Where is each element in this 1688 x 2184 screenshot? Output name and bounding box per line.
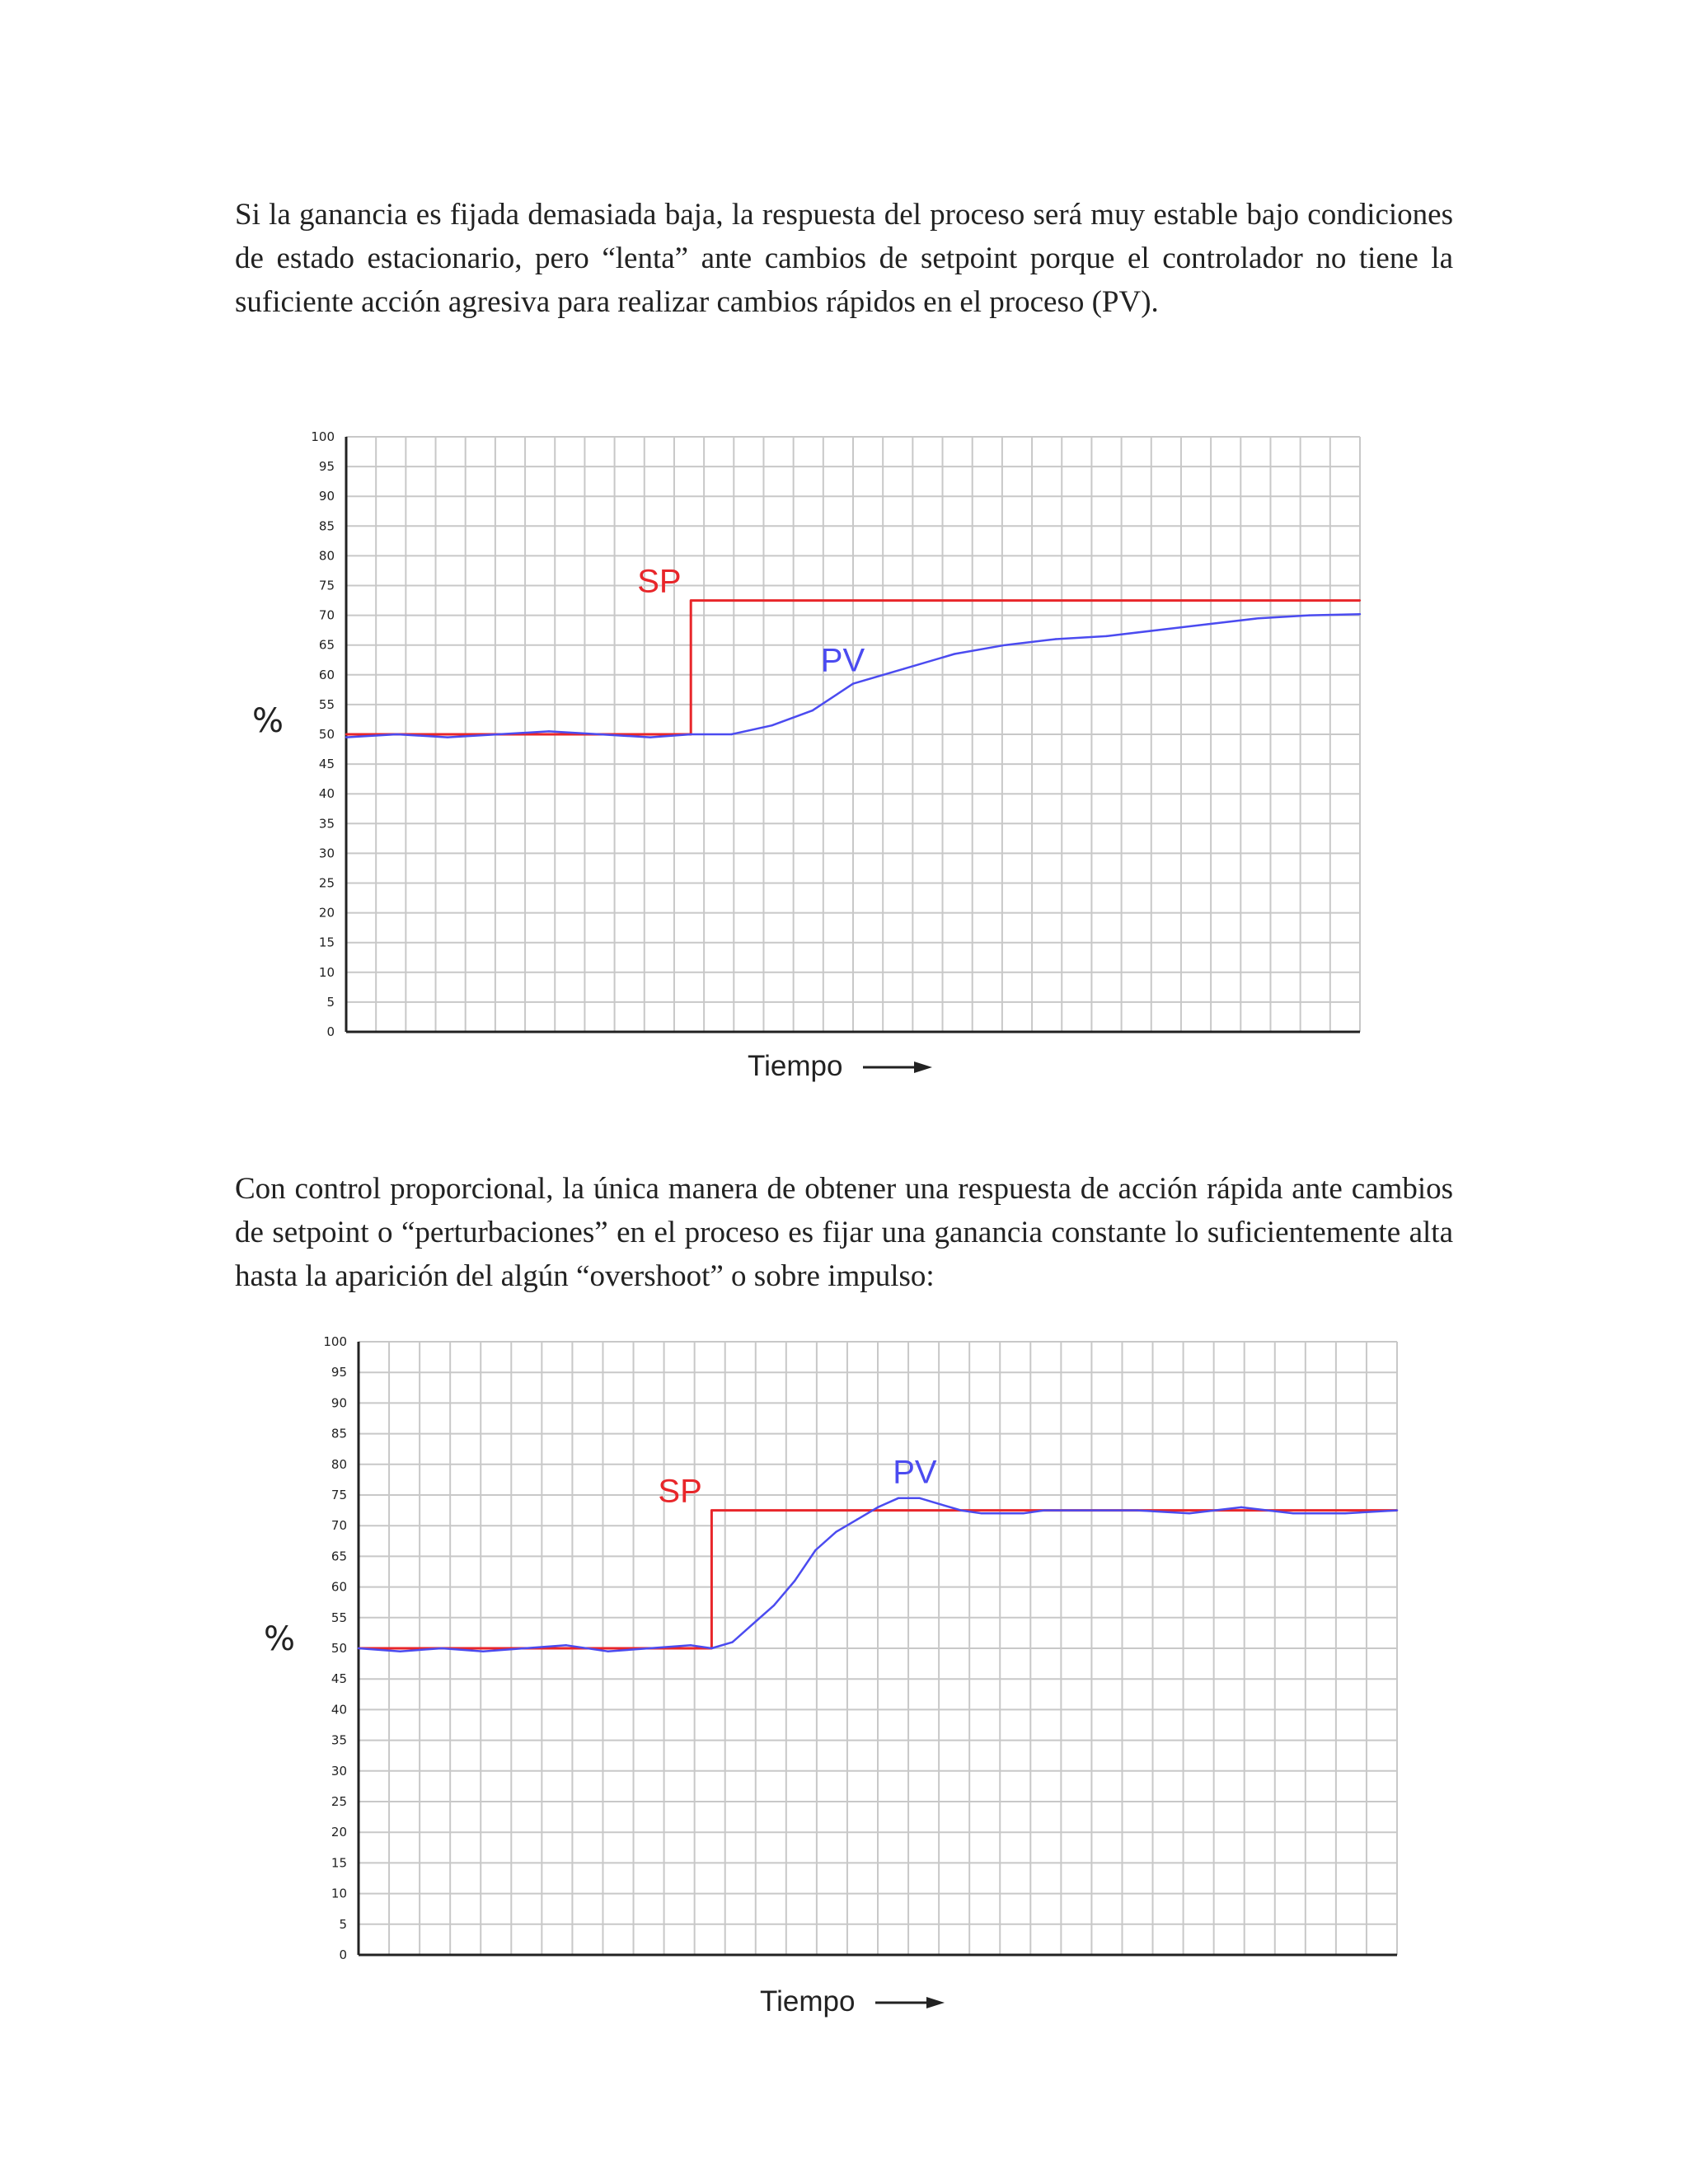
data-point-pv (1156, 629, 1158, 630)
y-tick-label: 95 (318, 459, 335, 475)
paragraph-low-gain: Si la ganancia es fijada demasiada baja, la respuesta del proceso será muy estable bajo condiciones de estado estacionario, pero “lenta” ante cambios de setpoint porque el controlador no tiene la suficiente acción agresiva para realizar cambios rápidos en el proceso (PV). (235, 198, 1453, 319)
data-point-sp (1359, 599, 1361, 601)
y-tick-label: 25 (331, 1794, 347, 1809)
data-point-pv (1292, 1512, 1294, 1514)
y-tick-label: 15 (318, 935, 335, 950)
y-tick-label: 35 (318, 816, 335, 832)
y-tick-label: 55 (331, 1610, 347, 1625)
data-point-pv (954, 653, 955, 654)
data-point-pv (960, 1509, 962, 1511)
data-point-pv (1189, 1512, 1190, 1514)
data-point-pv (814, 1549, 816, 1551)
data-point-pv (903, 668, 904, 669)
y-tick-label: 10 (318, 964, 335, 980)
data-point-sp (710, 1509, 712, 1511)
data-point-pv (1359, 613, 1361, 615)
arrow-right-icon (914, 1062, 932, 1073)
data-point-pv (399, 1651, 401, 1652)
y-tick-label: 55 (318, 696, 335, 712)
y-tick-label: 85 (331, 1426, 347, 1441)
data-point-pv (447, 736, 448, 738)
chart-high-gain (247, 1327, 1426, 2036)
x-axis-label: Tiempo (760, 1985, 856, 2018)
y-tick-label: 90 (331, 1395, 347, 1411)
data-point-pv (1085, 1509, 1086, 1511)
data-point-pv (710, 1647, 712, 1649)
y-tick-label: 70 (331, 1518, 347, 1534)
y-tick-label: 30 (318, 846, 335, 861)
series-label-sp: SP (637, 563, 682, 600)
data-point-pv (565, 1644, 567, 1646)
data-point-pv (598, 733, 600, 735)
y-tick-label: 75 (318, 578, 335, 593)
data-point-pv (1043, 1509, 1044, 1511)
y-tick-label: 30 (331, 1763, 347, 1779)
data-point-pv (690, 1644, 692, 1646)
data-point-pv (1055, 638, 1057, 640)
data-point-pv (773, 1605, 775, 1606)
data-point-pv (1308, 614, 1310, 616)
data-point-pv (1344, 1512, 1346, 1514)
y-tick-label: 85 (318, 518, 335, 534)
y-tick-label: 80 (318, 548, 335, 564)
data-point-pv (1001, 1512, 1003, 1514)
data-point-pv (918, 1497, 920, 1499)
y-tick-label: 100 (323, 1334, 347, 1349)
y-tick-label: 0 (339, 1947, 347, 1962)
data-point-pv (852, 682, 854, 684)
y-tick-label: 60 (318, 667, 335, 682)
y-tick-label: 45 (331, 1671, 347, 1687)
y-axis-label: % (252, 702, 284, 740)
y-tick-label: 70 (318, 607, 335, 623)
y-tick-label: 5 (339, 1916, 347, 1932)
series-label-sp: SP (658, 1473, 702, 1510)
data-point-sp (345, 733, 347, 735)
y-tick-label: 50 (318, 727, 335, 742)
y-tick-label: 25 (318, 875, 335, 891)
y-tick-label: 90 (318, 489, 335, 504)
y-tick-label: 15 (331, 1855, 347, 1871)
y-tick-label: 75 (331, 1488, 347, 1502)
data-point-pv (482, 1651, 484, 1652)
arrow-right-icon (926, 1997, 945, 2008)
y-tick-label: 45 (318, 757, 335, 772)
y-tick-label: 60 (331, 1579, 347, 1595)
data-point-pv (345, 736, 347, 738)
data-point-pv (548, 730, 550, 732)
data-point-pv (731, 1641, 733, 1643)
y-tick-label: 95 (331, 1365, 347, 1380)
data-point-pv (358, 1647, 359, 1649)
data-point-pv (1396, 1509, 1398, 1511)
y-tick-label: 35 (331, 1732, 347, 1748)
data-point-pv (794, 1580, 795, 1582)
data-point-pv (812, 710, 814, 711)
data-point-pv (1022, 1512, 1024, 1514)
data-point-pv (607, 1651, 608, 1652)
paragraph-proportional-control: Con control proporcional, la única manera de obtener una respuesta de acción rápida ante cambios de setpoint o “perturbaciones” en el proceso es fijar una ganancia constante lo suficientemente alta hasta la aparición del algún “overshoot” o sobre impulso: (235, 1172, 1453, 1293)
data-point-pv (898, 1497, 899, 1499)
data-point-pv (1137, 1509, 1138, 1511)
chart-low-gain (247, 420, 1393, 1104)
y-tick-label: 50 (331, 1641, 347, 1656)
data-point-pv (649, 1647, 650, 1649)
data-point-pv (753, 1623, 754, 1624)
data-point-pv (1240, 1507, 1242, 1508)
y-tick-label: 65 (331, 1549, 347, 1564)
data-point-pv (730, 733, 732, 735)
y-tick-label: 40 (331, 1702, 347, 1718)
x-axis-label: Tiempo (748, 1050, 843, 1082)
data-point-pv (856, 1519, 858, 1521)
data-point-pv (981, 1512, 982, 1514)
y-tick-label: 40 (318, 786, 335, 802)
y-tick-label: 5 (326, 994, 335, 1010)
data-point-sp (690, 599, 692, 601)
data-point-pv (771, 724, 772, 726)
data-point-pv (1207, 623, 1208, 625)
y-axis-label: % (264, 1620, 296, 1658)
y-tick-label: 10 (331, 1886, 347, 1901)
series-label-pv: PV (820, 642, 865, 679)
data-point-pv (396, 733, 397, 735)
data-point-pv (877, 1507, 879, 1508)
y-tick-label: 100 (311, 429, 335, 444)
data-point-pv (690, 733, 692, 735)
data-point-pv (1258, 617, 1259, 619)
data-point-pv (1004, 644, 1006, 646)
data-point-pv (939, 1503, 940, 1505)
y-tick-label: 20 (331, 1825, 347, 1840)
y-tick-label: 65 (318, 637, 335, 653)
data-point-pv (497, 733, 499, 735)
series-label-pv: PV (893, 1454, 937, 1491)
data-point-pv (1105, 635, 1107, 637)
y-tick-label: 0 (326, 1024, 335, 1039)
data-point-pv (441, 1647, 443, 1649)
data-point-pv (523, 1647, 525, 1649)
y-tick-label: 80 (331, 1456, 347, 1472)
data-point-pv (835, 1530, 837, 1532)
data-point-pv (649, 736, 651, 738)
y-tick-label: 20 (318, 905, 335, 921)
